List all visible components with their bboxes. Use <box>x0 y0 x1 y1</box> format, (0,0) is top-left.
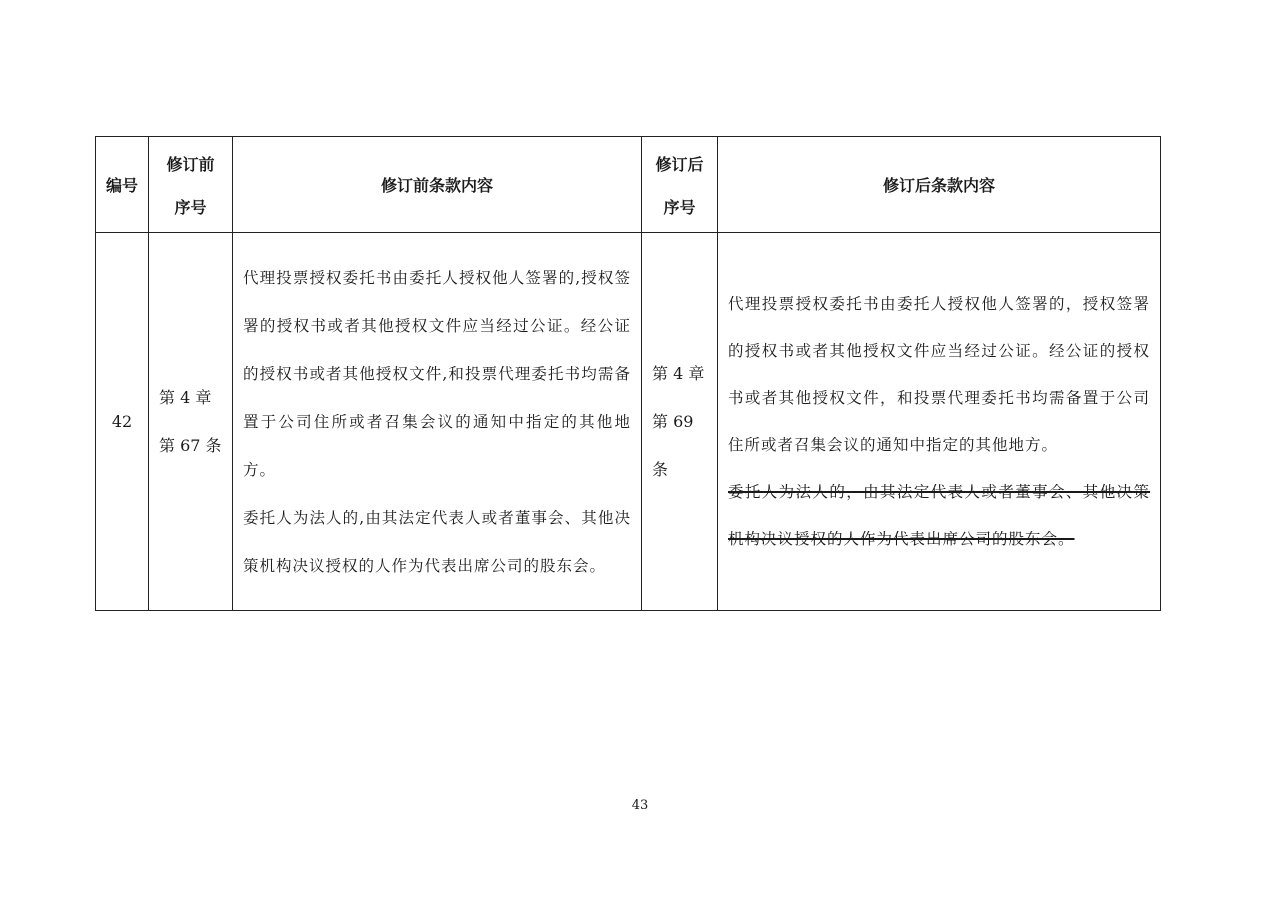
before-paragraph-1: 代理投票授权委托书由委托人授权他人签署的,授权签署的授权书或者其他授权文件应当经过公证。经公证的授权书或者其他授权文件,和投票代理委托书均需备置于公司住所或者召集会议的通知中指定的其他地方。 <box>243 268 631 479</box>
header-after-seq <box>642 137 718 233</box>
after-content-cell <box>718 233 1161 611</box>
after-seq-article: 第 69 <box>652 411 694 431</box>
header-before-seq-line1: 修订前 <box>166 154 215 174</box>
header-before-seq <box>149 137 233 233</box>
after-seq-chapter: 第 4 章 <box>652 363 705 383</box>
header-after-content: 修订后条款内容 <box>718 137 1161 233</box>
before-seq-article: 第 67 条 <box>159 435 222 455</box>
before-seq-cell <box>149 233 233 611</box>
header-before-content: 修订前条款内容 <box>233 137 642 233</box>
page-number: 43 <box>631 798 649 813</box>
after-seq-cell <box>642 233 718 611</box>
header-after-seq-line1: 修订后 <box>655 154 704 174</box>
header-row <box>96 137 1161 233</box>
before-seq-chapter: 第 4 章 <box>159 387 212 407</box>
before-content-cell <box>233 233 642 611</box>
header-after-seq-line2: 序号 <box>663 197 696 217</box>
table-row <box>96 233 1161 611</box>
after-deleted-paragraph: 委托人为法人的，由其法定代表人或者董事会、其他决策机构决议授权的人作为代表出席公司的股东会。 <box>728 482 1150 548</box>
after-paragraph-1: 代理投票授权委托书由委托人授权他人签署的，授权签署的授权书或者其他授权文件应当经过公证。经公证的授权书或者其他授权文件，和投票代理委托书均需备置于公司住所或者召集会议的通知中指定的其他地方。 <box>728 294 1150 454</box>
after-seq-article-suffix: 条 <box>652 459 669 479</box>
revision-comparison-table <box>95 136 1161 611</box>
header-before-seq-line2: 序号 <box>174 197 207 217</box>
header-number: 编号 <box>96 137 149 233</box>
row-number: 42 <box>96 233 149 611</box>
before-paragraph-2: 委托人为法人的,由其法定代表人或者董事会、其他决策机构决议授权的人作为代表出席公司的股东会。 <box>243 508 631 575</box>
